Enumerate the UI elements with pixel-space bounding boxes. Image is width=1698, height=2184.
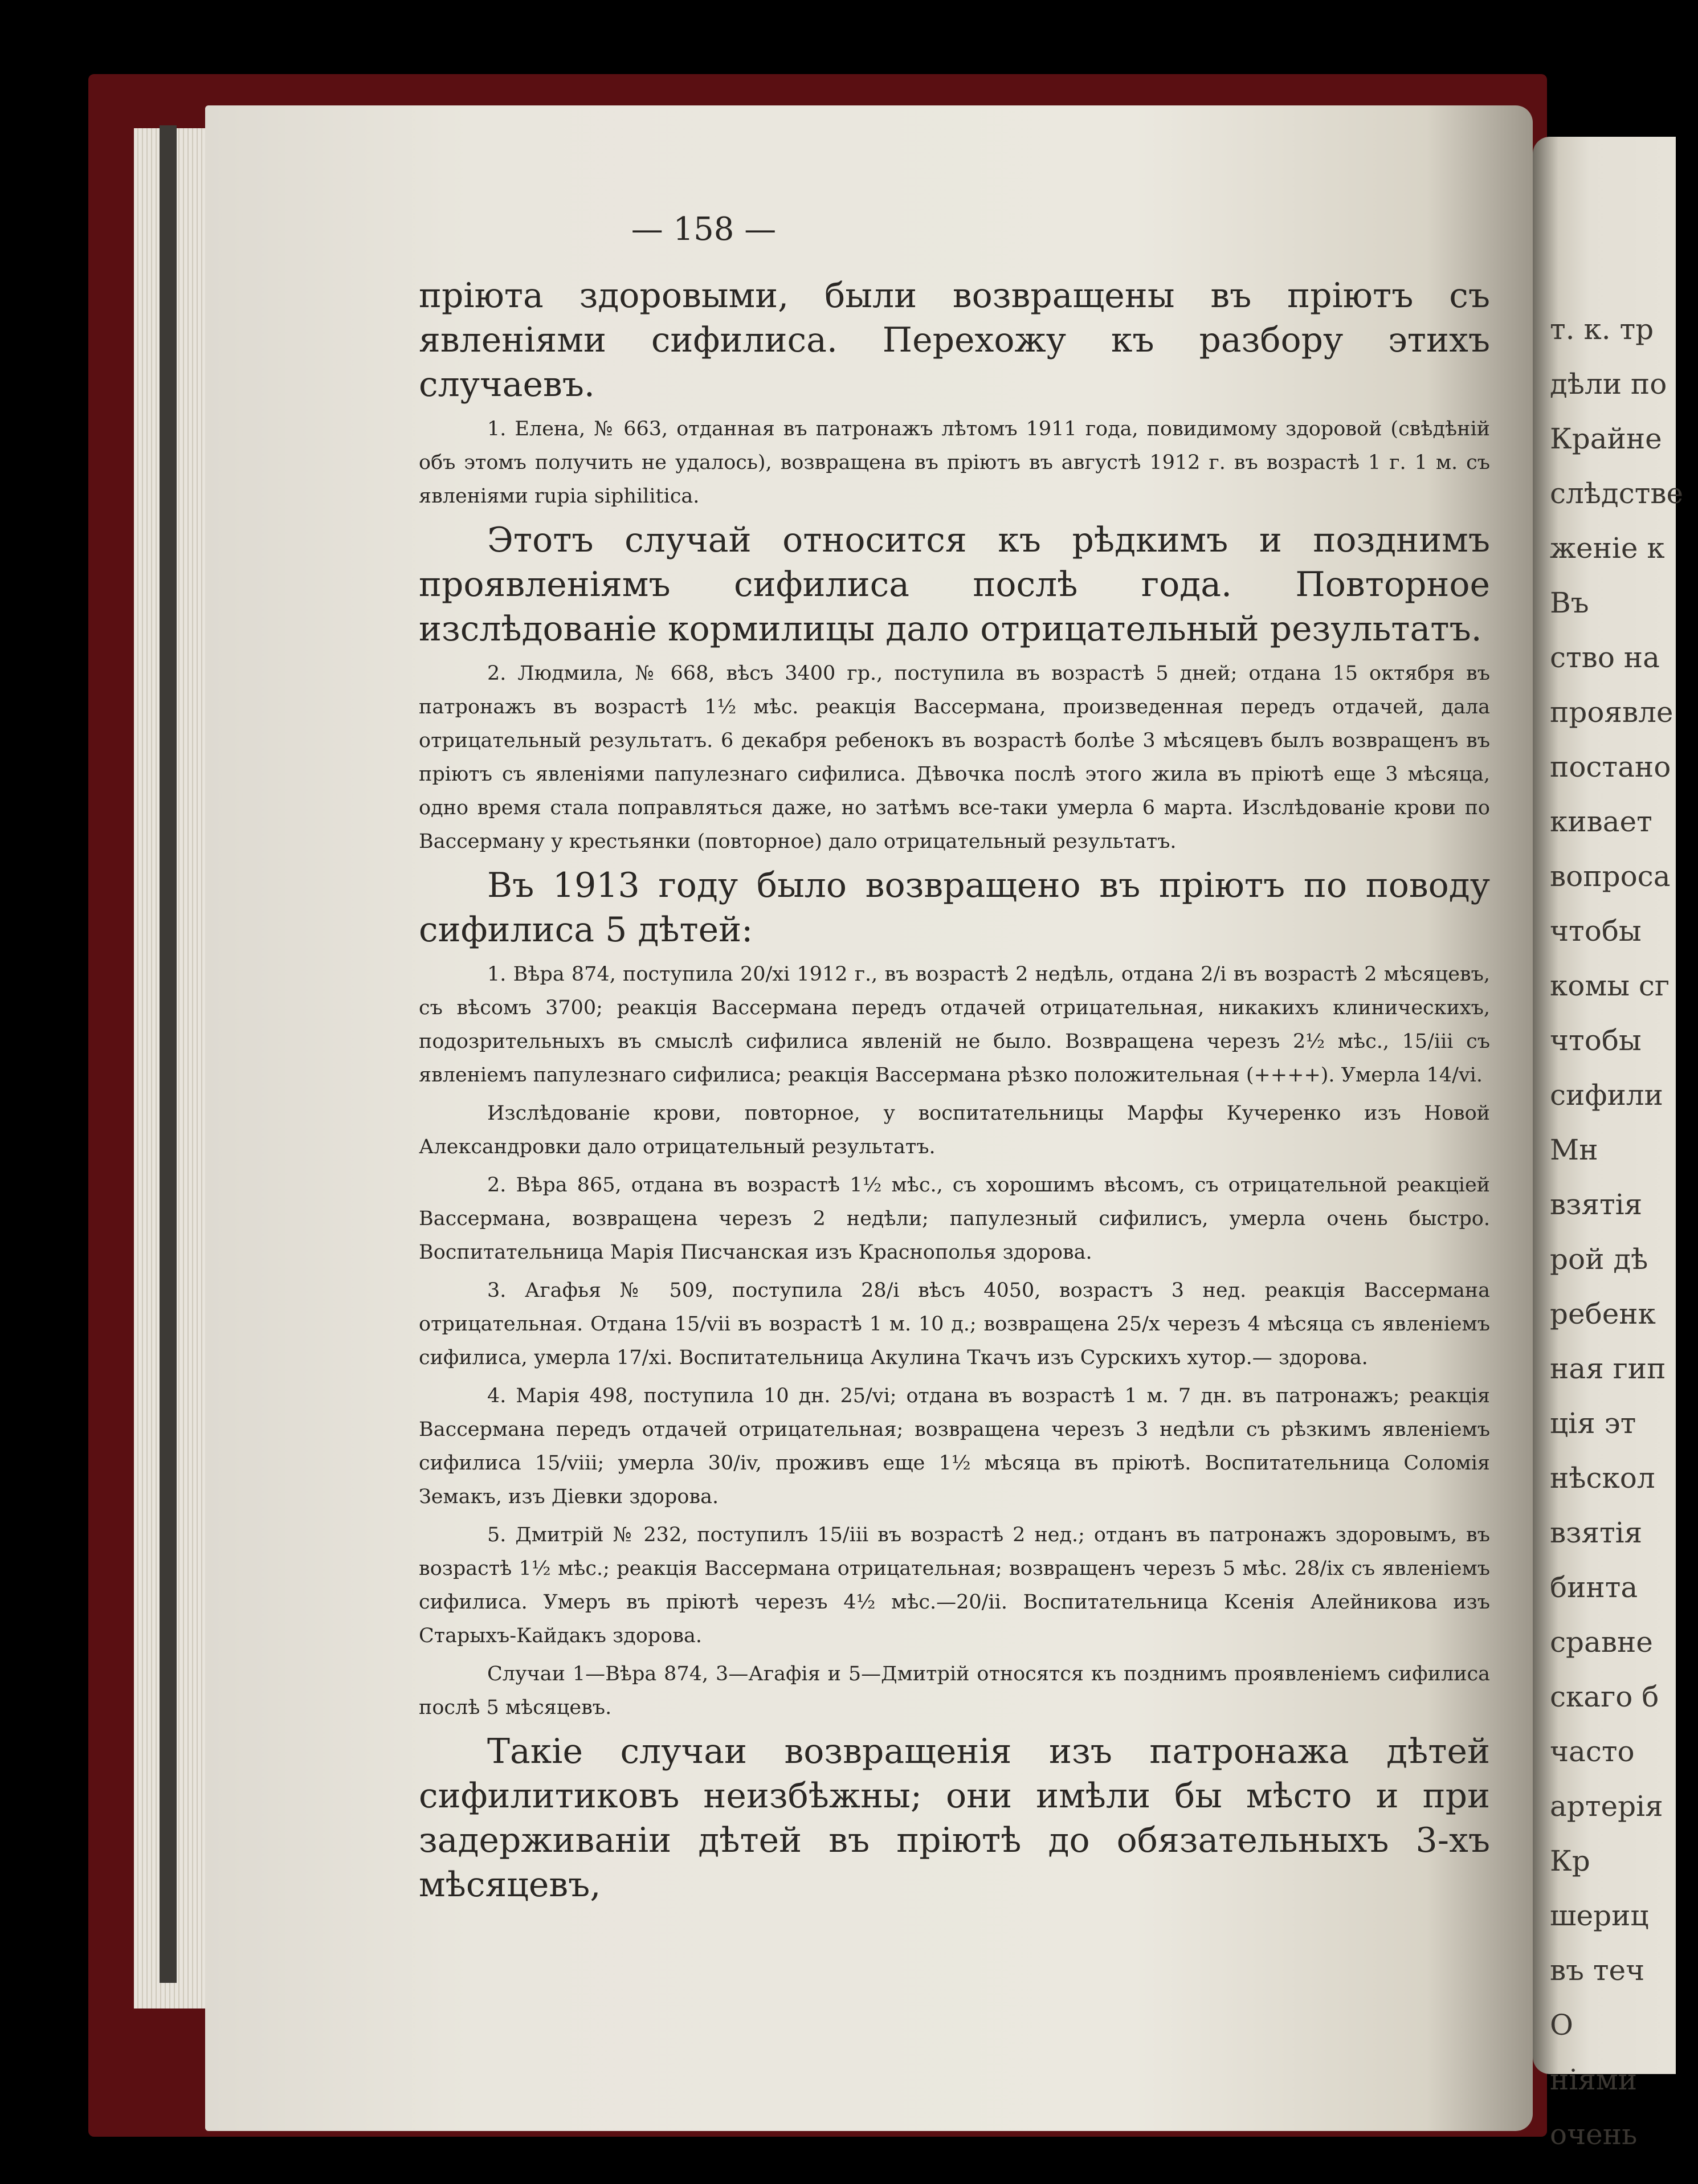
case-vera-874: 1. Вѣра 874, поступила 20/xi 1912 г., въ возрастѣ 2 недѣль, отдана 2/i въ возрастѣ 2 мѣсяцевъ, съ вѣсомъ 3700; реакція Вассермана передъ отдачей отрицательная, никакихъ клиническихъ, подозрительныхъ въ смыслѣ сифилиса явленій не было. Возвращена черезъ 2½ мѣс., 15/iii съ явленіемъ папулезнаго сифилиса; реакція Вассермана рѣзко положительная (++++). Умерла 14/vi. bbox=[419, 963, 1490, 1087]
right-page bbox=[1533, 137, 1684, 2151]
right-page-text bbox=[1550, 302, 1698, 2162]
paragraph-1913: Въ 1913 году было возвращено въ пріютъ по поводу сифилиса 5 дѣтей: bbox=[419, 866, 1490, 950]
right-page-line: артерія bbox=[1550, 1790, 1663, 1823]
case-mariya: 4. Марія 498, поступила 10 дн. 25/vi; отдана въ возрастѣ 1 м. 7 дн. въ патронажъ; реакція Вассермана передъ отдачей отрицательная; возвращена черезъ 3 недѣли съ рѣзкимъ явленіемъ сифилиса 15/viii; умерла 30/iv, проживъ еще 1½ мѣсяца въ пріютѣ. Воспитательница Соломія Земакъ, изъ Діевки здорова. bbox=[419, 1385, 1490, 1508]
right-page-line: сравне bbox=[1550, 1626, 1653, 1659]
right-page-line: ція эт bbox=[1550, 1407, 1636, 1440]
right-page-line: Мн bbox=[1550, 1133, 1598, 1166]
right-page-line: очень bbox=[1550, 2118, 1638, 2151]
right-page-line: проявле bbox=[1550, 696, 1673, 729]
paragraph-rare-case: Этотъ случай относится къ рѣдкимъ и позднимъ проявленіямъ сифилиса послѣ года. Повторное изслѣдованіе кормилицы дало отрицательный результатъ. bbox=[419, 520, 1490, 649]
right-page-line: слѣдстве bbox=[1550, 477, 1684, 510]
right-page-line: сифили bbox=[1550, 1079, 1663, 1112]
right-page-line: Кр bbox=[1550, 1844, 1590, 1877]
right-page-line: чтобы bbox=[1550, 915, 1642, 948]
right-page-line: вопроса bbox=[1550, 860, 1671, 893]
page-text bbox=[419, 211, 1490, 1913]
right-page-line: нѣскол bbox=[1550, 1462, 1655, 1495]
case-elena: 1. Елена, № 663, отданная въ патронажъ лѣтомъ 1911 года, повидимому здоровой (свѣдѣній объ этомъ получить не удалось), возвращена въ пріютъ въ августѣ 1912 г. въ возрастѣ 1 г. 1 м. съ явленіями rupia siphilitica. bbox=[419, 418, 1490, 508]
right-page-line: взятія bbox=[1550, 1516, 1643, 1549]
right-page-line: шериц bbox=[1550, 1899, 1649, 1932]
right-page-line: въ теч bbox=[1550, 1954, 1645, 1987]
right-page-line: кивает bbox=[1550, 805, 1652, 838]
right-page-line: постано bbox=[1550, 750, 1671, 783]
right-page-line: ная гип bbox=[1550, 1352, 1666, 1385]
case-lyudmila: 2. Людмила, № 668, вѣсъ 3400 гр., поступила въ возрастѣ 5 дней; отдана 15 октября въ патронажъ въ возрастѣ 1½ мѣс. реакція Вассермана, произведенная передъ отдачей, дала отрицательный результатъ. 6 декабря ребенокъ въ возрастѣ болѣе 3 мѣсяцевъ былъ возвращенъ въ пріютъ съ явленіями папулезнаго сифилиса. Дѣвочка послѣ этого жила въ пріютѣ еще 3 мѣсяца, одно время стала поправляться даже, но затѣмъ все-таки умерла 6 марта. Изслѣдованіе крови по Вассерману у крестьянки (повторное) дало отрицательный результатъ. bbox=[419, 662, 1490, 853]
right-page-line: ніями bbox=[1550, 2063, 1638, 2096]
right-page-line: т. к. тр bbox=[1550, 313, 1654, 346]
right-page-line: скаго б bbox=[1550, 1680, 1659, 1713]
right-page-line: дѣли по bbox=[1550, 368, 1667, 401]
paragraph-intro: пріюта здоровыми, были возвращены въ пріютъ съ явленіями сифилиса. Перехожу къ разбору этихъ случаевъ. bbox=[419, 276, 1490, 405]
page-number: — 158 — bbox=[631, 211, 777, 248]
right-page-line: чтобы bbox=[1550, 1024, 1642, 1057]
right-page-line: ребенк bbox=[1550, 1297, 1656, 1330]
right-page-line: ство на bbox=[1550, 641, 1660, 674]
right-page-line: комы сг bbox=[1550, 969, 1670, 1002]
case-vera-865: 2. Вѣра 865, отдана въ возрастѣ 1½ мѣс., съ хорошимъ вѣсомъ, съ отрицательной реакціей Вассермана, возвращена черезъ 2 недѣли; папулезный сифилисъ, умерла очень быстро. Воспитательница Марія Писчанская изъ Краснополья здорова. bbox=[419, 1174, 1490, 1264]
case-agafya: 3. Агафья № 509, поступила 28/i вѣсъ 4050, возрастъ 3 нед. реакція Вассермана отрицательная. Отдана 15/vii въ возрастѣ 1 м. 10 д.; возвращена 25/x черезъ 4 мѣсяца съ явленіемъ сифилиса, умерла 17/xi. Воспитательница Акулина Ткачъ изъ Сурскихъ хутор.— здорова. bbox=[419, 1279, 1490, 1369]
right-page-line: бинта bbox=[1550, 1571, 1638, 1604]
paragraph-conclusion: Такіе случаи возвращенія изъ патронажа дѣтей сифилитиковъ неизбѣжны; они имѣли бы мѣсто и при задерживаніи дѣтей въ пріютѣ до обязательныхъ 3-хъ мѣсяцевъ, bbox=[419, 1732, 1490, 1905]
case-dmitriy: 5. Дмитрій № 232, поступилъ 15/iii въ возрастѣ 2 нед.; отданъ въ патронажъ здоровымъ, въ возрастѣ 1½ мѣс.; реакція Вассермана отрицательная; возвращенъ черезъ 5 мѣс. 28/ix съ явленіемъ сифилиса. Умеръ въ пріютѣ черезъ 4½ мѣс.—20/ii. Воспитательница Ксенія Алейникова изъ Старыхъ-Кайдакъ здорова. bbox=[419, 1524, 1490, 1647]
cases-summary: Случаи 1—Вѣра 874, 3—Агафія и 5—Дмитрій относятся къ позднимъ проявленіемъ сифилиса послѣ 5 мѣсяцевъ. bbox=[419, 1663, 1490, 1719]
right-page-line: часто bbox=[1550, 1735, 1635, 1768]
right-page-line: О bbox=[1550, 2009, 1573, 2042]
page-edge-shadow bbox=[160, 125, 177, 1983]
right-page-line: взятія bbox=[1550, 1188, 1643, 1221]
right-page-line: рой дѣ bbox=[1550, 1243, 1648, 1276]
right-page-line: женіе к bbox=[1550, 532, 1665, 565]
case-vera-874-note: Изслѣдованіе крови, повторное, у воспитательницы Марфы Кучеренко изъ Новой Александровки дало отрицательный результатъ. bbox=[419, 1102, 1490, 1158]
right-page-line: Крайне bbox=[1550, 422, 1662, 455]
right-page-line: Въ bbox=[1550, 586, 1589, 619]
